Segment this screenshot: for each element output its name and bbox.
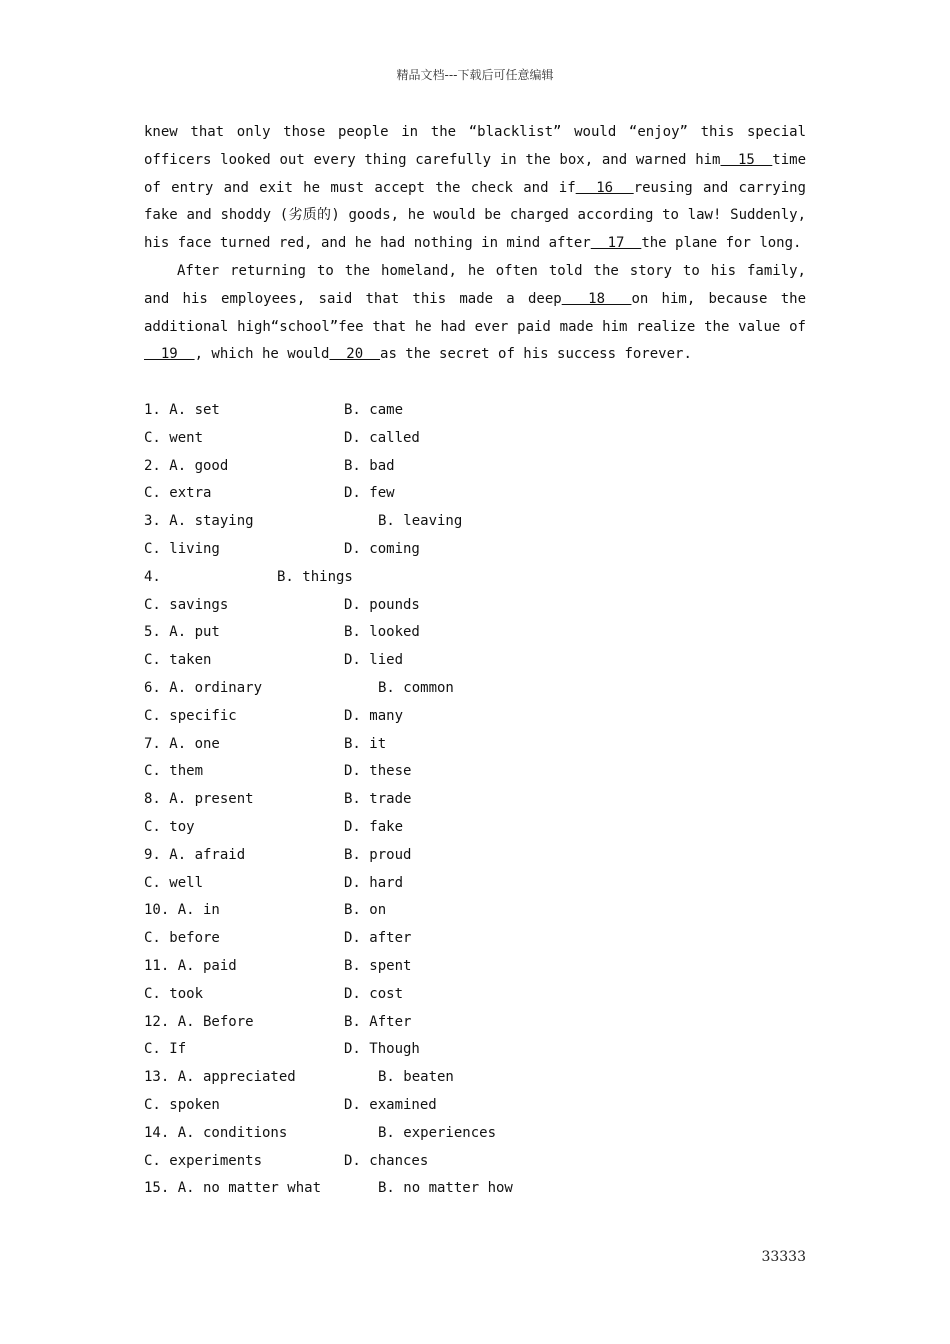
page-number: 33333 — [761, 1249, 806, 1265]
option-right: B. came — [344, 402, 404, 418]
option-row — [144, 1148, 806, 1176]
option-left: C. taken — [144, 652, 212, 669]
option-row — [144, 953, 806, 981]
p2-text-2: on him, because the additional high“school”fee that he had ever paid made him realize the value of — [144, 290, 806, 335]
option-left: 10. A. in — [144, 902, 220, 919]
option-left: C. before — [144, 930, 220, 947]
option-left: C. If — [144, 1041, 187, 1058]
option-left: 2. A. good — [144, 457, 229, 474]
option-right: B. things — [277, 568, 353, 585]
option-row — [144, 619, 806, 647]
blank-18: 18 — [561, 290, 632, 307]
option-left: 3. A. staying — [144, 513, 254, 530]
option-row — [144, 1036, 806, 1064]
option-row — [144, 1175, 806, 1203]
blank-17: 17 — [590, 235, 642, 252]
option-right: D. pounds — [344, 596, 420, 613]
option-right: B. bad — [344, 457, 395, 474]
option-row — [144, 731, 806, 759]
option-right: D. after — [344, 930, 412, 947]
option-left: C. took — [144, 985, 204, 1002]
option-right: D. fake — [344, 818, 404, 835]
p2-text-4: as the secret of his success forever. — [380, 346, 692, 363]
option-row — [144, 647, 806, 675]
option-left: C. spoken — [144, 1096, 220, 1113]
option-row — [144, 425, 806, 453]
blank-19: 19 — [144, 346, 195, 363]
option-right: B. experiences — [378, 1124, 497, 1141]
p1-text-2: time of entry and exit he must accept the check and if — [144, 151, 807, 196]
option-right: B. spent — [344, 957, 412, 974]
option-right: D. cost — [344, 985, 404, 1002]
option-right: D. many — [344, 707, 404, 724]
paragraph-1 — [144, 119, 806, 258]
option-row — [144, 703, 806, 731]
option-row — [144, 536, 806, 564]
option-right: D. Though — [344, 1041, 420, 1058]
option-left: 7. A. one — [144, 735, 220, 752]
option-row — [144, 675, 806, 703]
option-left: 6. A. ordinary — [144, 679, 263, 696]
p2-text-3: , which he would — [194, 346, 330, 363]
option-left: 4. — [144, 568, 161, 585]
option-row — [144, 786, 806, 814]
option-row — [144, 592, 806, 620]
option-left: 11. A. paid — [144, 957, 237, 974]
option-row — [144, 1064, 806, 1092]
p2-text-1: After returning to the homeland, he often told the story to his family, and his employees, said that this made a deep — [144, 262, 806, 307]
paragraph-2 — [144, 258, 806, 369]
p1-text-1: knew that only those people in the “blacklist” would “enjoy” this special officers looked out every thing carefully in the box, and warned him — [144, 124, 806, 168]
blank-16: 16 — [575, 179, 634, 196]
option-right: D. these — [344, 763, 412, 780]
option-row — [144, 981, 806, 1009]
option-right: B. common — [378, 679, 454, 696]
document-header: 精品文档---下载后可任意编辑 — [396, 68, 554, 82]
option-right: D. hard — [344, 874, 404, 891]
option-row — [144, 1009, 806, 1037]
answer-options-list — [144, 397, 806, 1203]
option-right: B. leaving — [378, 513, 463, 530]
option-right: B. beaten — [378, 1069, 454, 1086]
option-left: 12. A. Before — [144, 1013, 254, 1030]
option-right: B. proud — [344, 846, 412, 863]
blank-20: 20 — [329, 346, 381, 363]
option-right: B. it — [344, 735, 387, 752]
p1-text-4: the plane for long. — [641, 235, 802, 252]
option-left: C. living — [144, 540, 220, 557]
option-right: B. trade — [344, 791, 412, 808]
option-left: 8. A. present — [144, 791, 254, 808]
passage-text — [144, 119, 806, 369]
option-left: C. specific — [144, 707, 237, 724]
option-row — [144, 842, 806, 870]
option-left: C. extra — [144, 485, 212, 502]
option-left: C. them — [144, 763, 204, 780]
option-right: B. looked — [344, 624, 420, 641]
option-left: 9. A. afraid — [144, 846, 246, 863]
option-right: B. no matter how — [378, 1180, 513, 1197]
option-left: C. well — [144, 874, 204, 891]
option-right: D. examined — [344, 1096, 437, 1113]
option-row — [144, 925, 806, 953]
option-right: D. few — [344, 485, 395, 502]
option-row — [144, 508, 806, 536]
option-right: D. chances — [344, 1152, 429, 1169]
option-row — [144, 870, 806, 898]
option-left: 1. A. set — [144, 402, 220, 418]
option-row — [144, 480, 806, 508]
option-row — [144, 1120, 806, 1148]
option-left: C. experiments — [144, 1152, 263, 1169]
option-row — [144, 397, 806, 425]
option-right: D. coming — [344, 540, 420, 557]
option-row — [144, 897, 806, 925]
option-row — [144, 1092, 806, 1120]
option-left: C. savings — [144, 596, 229, 613]
blank-15: 15 — [720, 151, 773, 168]
option-right: B. After — [344, 1013, 412, 1030]
option-row — [144, 564, 806, 592]
option-row — [144, 453, 806, 481]
option-left: C. went — [144, 429, 204, 446]
option-left: C. toy — [144, 818, 195, 835]
option-left: 15. A. no matter what — [144, 1180, 322, 1197]
option-right: B. on — [344, 902, 387, 919]
p1-text-3: reusing and carrying fake and shoddy (劣质的) goods, he would be charged according to law! Suddenly, his face turned red, and he had nothing in mind after — [144, 179, 806, 252]
option-right: D. called — [344, 429, 420, 446]
option-row — [144, 758, 806, 786]
option-left: 13. A. appreciated — [144, 1069, 296, 1086]
option-row — [144, 814, 806, 842]
option-left: 14. A. conditions — [144, 1124, 288, 1141]
option-right: D. lied — [344, 652, 404, 669]
option-left: 5. A. put — [144, 624, 220, 641]
